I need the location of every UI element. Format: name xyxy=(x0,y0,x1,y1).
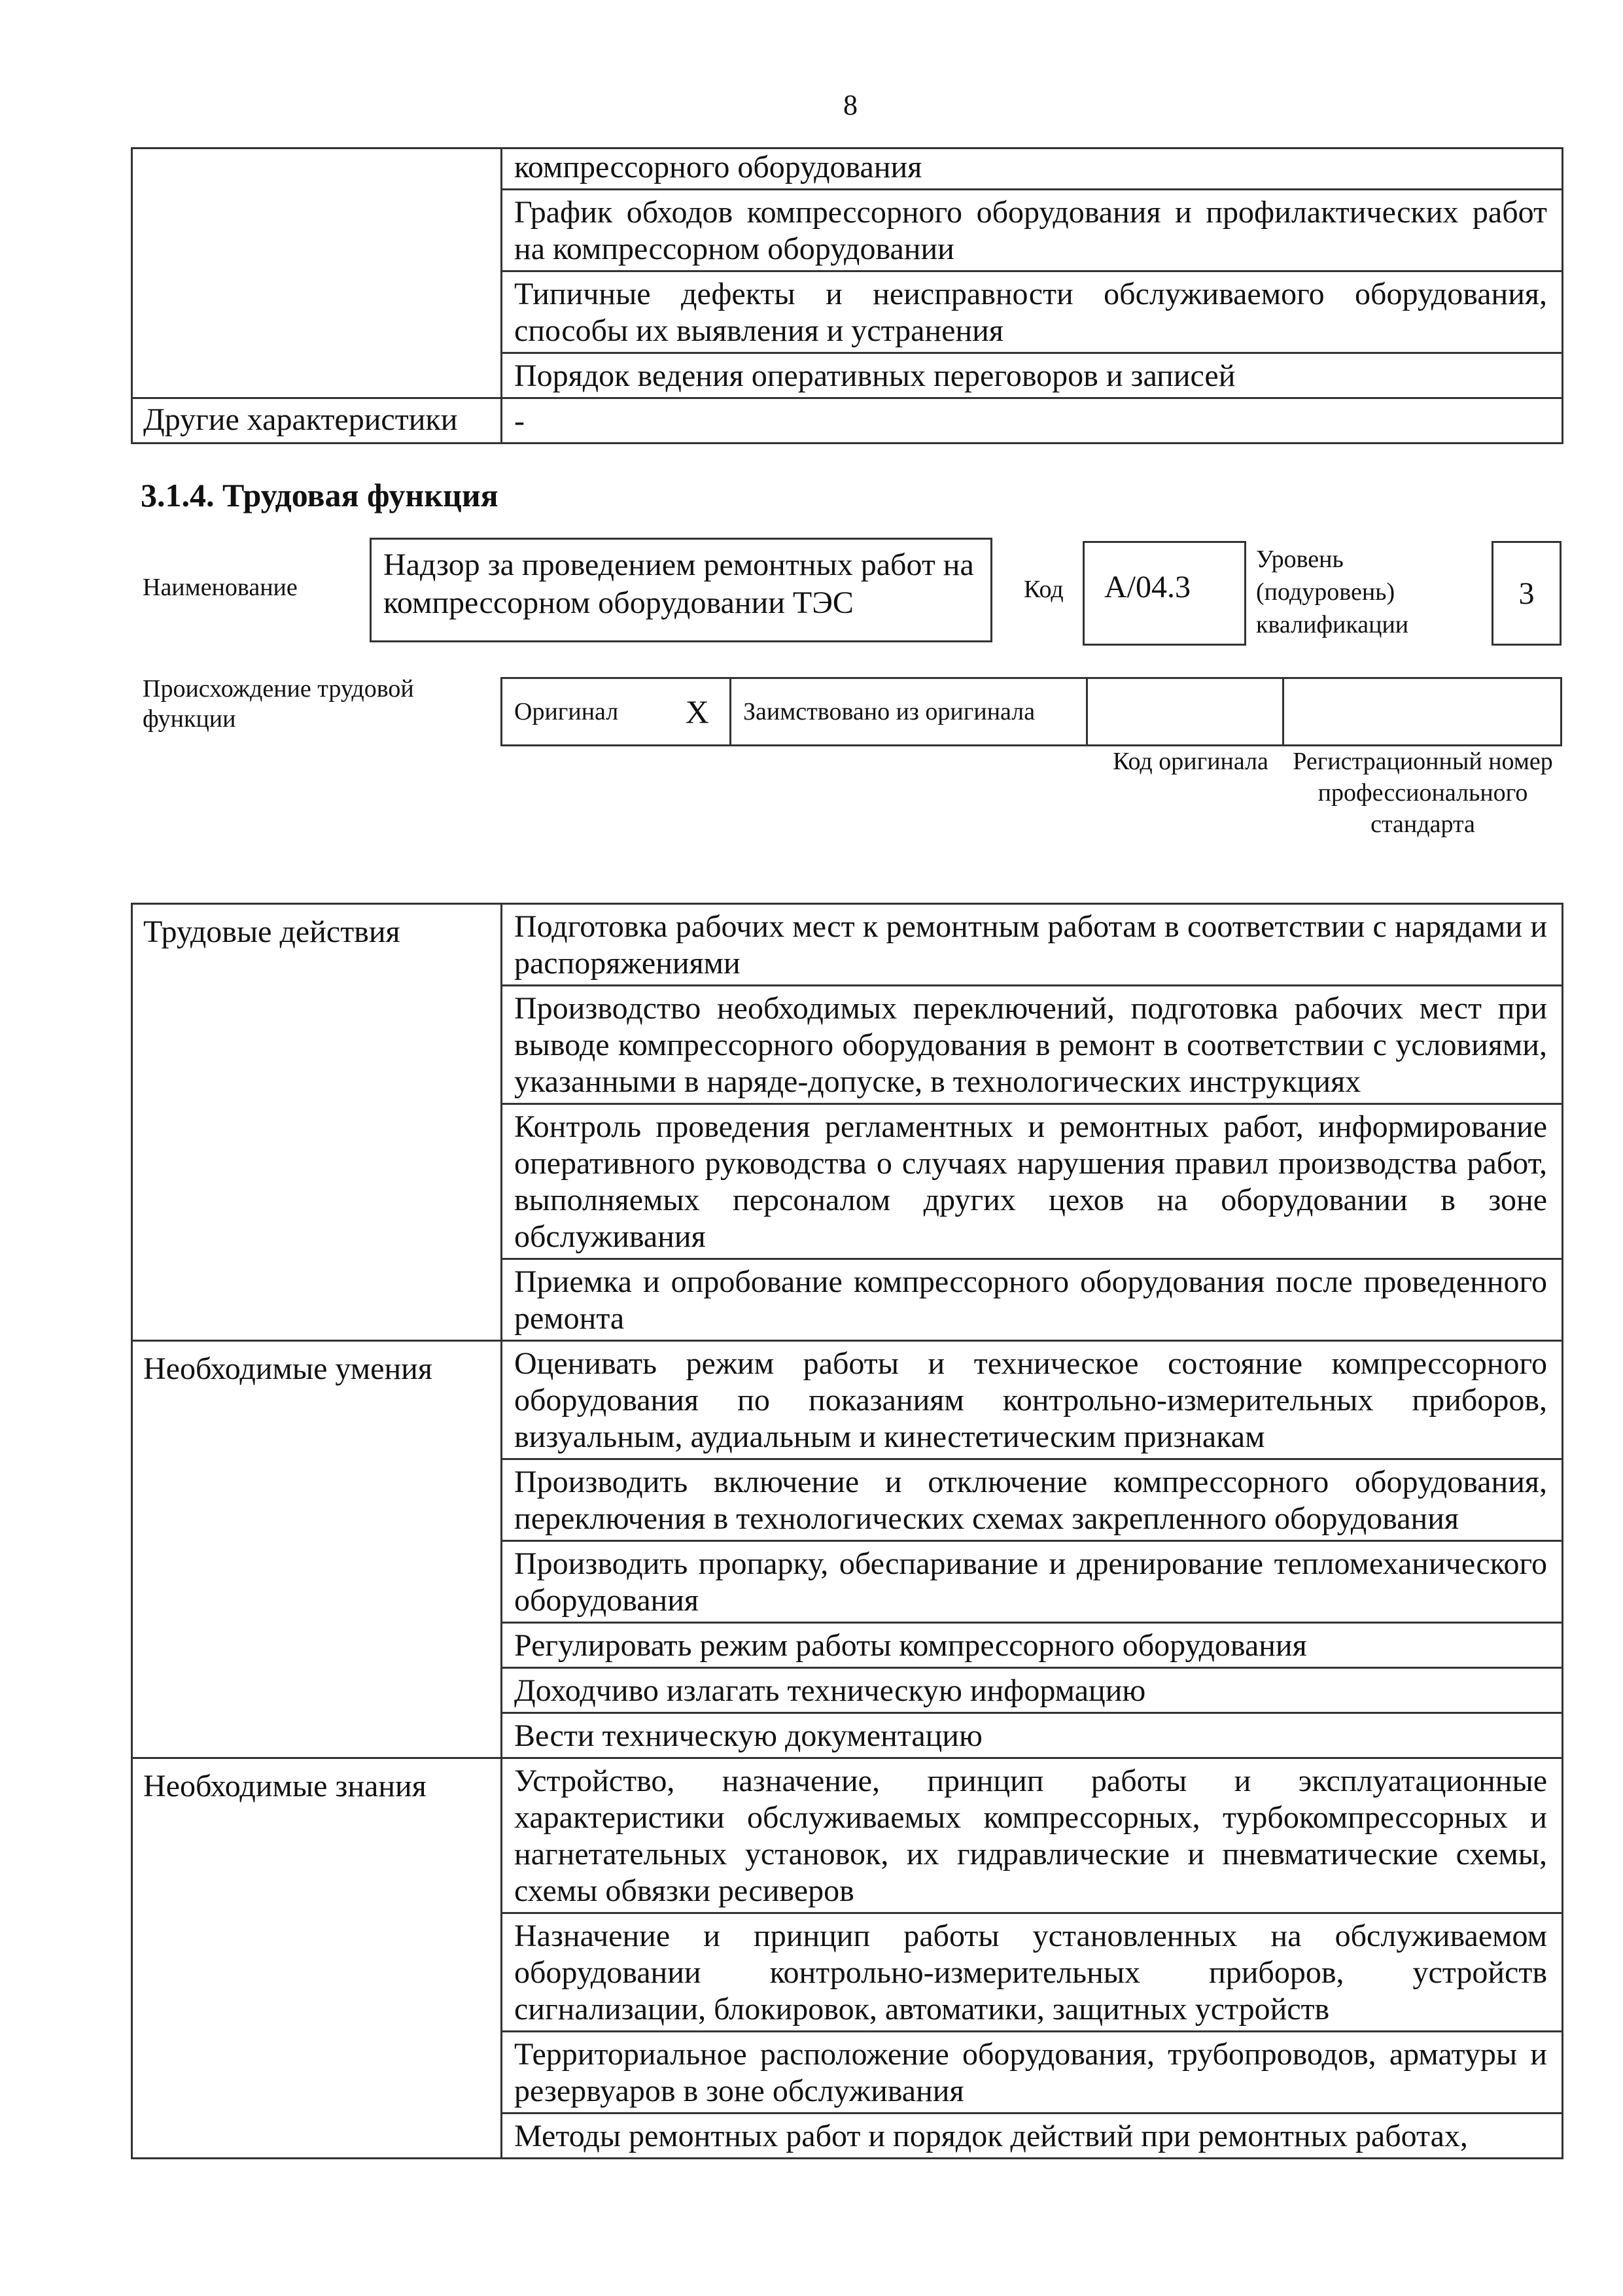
top-characteristics-table xyxy=(131,147,1563,444)
name-label: Наименование xyxy=(143,574,298,601)
skill-cell: Доходчиво излагать техническую информацию xyxy=(502,1668,1563,1713)
skill-cell: Оценивать режим работы и техническое состояние компрессорного оборудования по показаниям контрольно-измерительных приборов, визуальным, аудиальным и кинестетическим признакам xyxy=(502,1341,1563,1459)
table-row xyxy=(132,1758,1563,1913)
section-heading: 3.1.4. Трудовая функция xyxy=(141,477,498,513)
level-box: 3 xyxy=(1492,541,1562,646)
skill-cell: Производить включение и отключение компрессорного оборудования, переключения в технологических схемах закрепленного оборудования xyxy=(502,1459,1563,1541)
labor-function-table xyxy=(131,903,1563,2159)
knowledge-cell: График обходов компрессорного оборудования и профилактических работ на компрессорном оборудовании xyxy=(502,190,1563,271)
table-row xyxy=(132,1341,1563,1459)
other-characteristics-label: Другие характеристики xyxy=(132,398,502,444)
code-box: A/04.3 xyxy=(1083,541,1246,646)
table-row xyxy=(132,148,1563,190)
knowledge-cell: компрессорного оборудования xyxy=(502,148,1563,190)
table-row xyxy=(502,678,1562,746)
origin-table xyxy=(500,677,1562,746)
origin-reg-caption: Регистрационный номер профессионального стандарта xyxy=(1293,748,1553,838)
origin-original-label: Оригинал xyxy=(502,678,665,746)
action-cell: Производство необходимых переключений, подготовка рабочих мест при выводе компрессорного оборудования в ремонт в соответствии с условиями, указанными в наряде-допуске, в технологических инструкциях xyxy=(502,986,1563,1104)
knowledge-cell: Методы ремонтных работ и порядок действий при ремонтных работах, xyxy=(502,2113,1563,2159)
page-number: 8 xyxy=(843,89,858,121)
continued-label-cell xyxy=(132,148,502,398)
knowledge-cell: Назначение и принцип работы установленных на обслуживаемом оборудовании контрольно-измерительных приборов, устройств сигнализации, блокировок, автоматики, защитных устройств xyxy=(502,1913,1563,2032)
skill-cell: Производить пропарку, обеспаривание и дренирование тепломеханического оборудования xyxy=(502,1541,1563,1623)
origin-code-cell xyxy=(1087,678,1283,746)
origin-borrowed-label: Заимствовано из оригинала xyxy=(731,678,1087,746)
knowledge-cell: Территориальное расположение оборудования, трубопроводов, арматуры и резервуаров в зоне обслуживания xyxy=(502,2032,1563,2113)
skill-cell: Вести техническую документацию xyxy=(502,1713,1563,1758)
table-row xyxy=(132,904,1563,986)
table-row xyxy=(132,398,1563,444)
origin-reg-cell xyxy=(1283,678,1562,746)
action-cell: Приемка и опробование компрессорного оборудования после проведенного ремонта xyxy=(502,1259,1563,1341)
other-characteristics-value: - xyxy=(502,398,1563,444)
action-cell: Контроль проведения регламентных и ремонтных работ, информирование оперативного руководства о случаях нарушения правил производства работ, выполняемых персоналом других цехов на оборудовании в зоне обслуживания xyxy=(502,1104,1563,1259)
origin-code-caption: Код оригинала xyxy=(1113,748,1268,775)
level-label: Уровень (подуровень) квалификации xyxy=(1256,546,1409,638)
action-cell: Подготовка рабочих мест к ремонтным работам в соответствии с нарядами и распоряжениями xyxy=(502,904,1563,986)
skills-label: Необходимые умения xyxy=(132,1341,502,1758)
knowledge-cell: Типичные дефекты и неисправности обслуживаемого оборудования, способы их выявления и устранения xyxy=(502,271,1563,353)
actions-label: Трудовые действия xyxy=(132,904,502,1341)
function-name-box: Надзор за проведением ремонтных работ на компрессорном оборудовании ТЭС xyxy=(370,538,992,642)
origin-mark: X xyxy=(665,678,731,746)
knowledge-cell: Устройство, назначение, принцип работы и эксплуатационные характеристики обслуживаемых компрессорных, турбокомпрессорных и нагнетательных установок, их гидравлические и пневматические схемы, схемы обвязки ресиверов xyxy=(502,1758,1563,1913)
skill-cell: Регулировать режим работы компрессорного оборудования xyxy=(502,1623,1563,1668)
origin-label: Происхождение трудовой функции xyxy=(143,675,414,733)
knowledge-label: Необходимые знания xyxy=(132,1758,502,2159)
code-label: Код xyxy=(1024,576,1064,603)
knowledge-cell: Порядок ведения оперативных переговоров и записей xyxy=(502,353,1563,398)
